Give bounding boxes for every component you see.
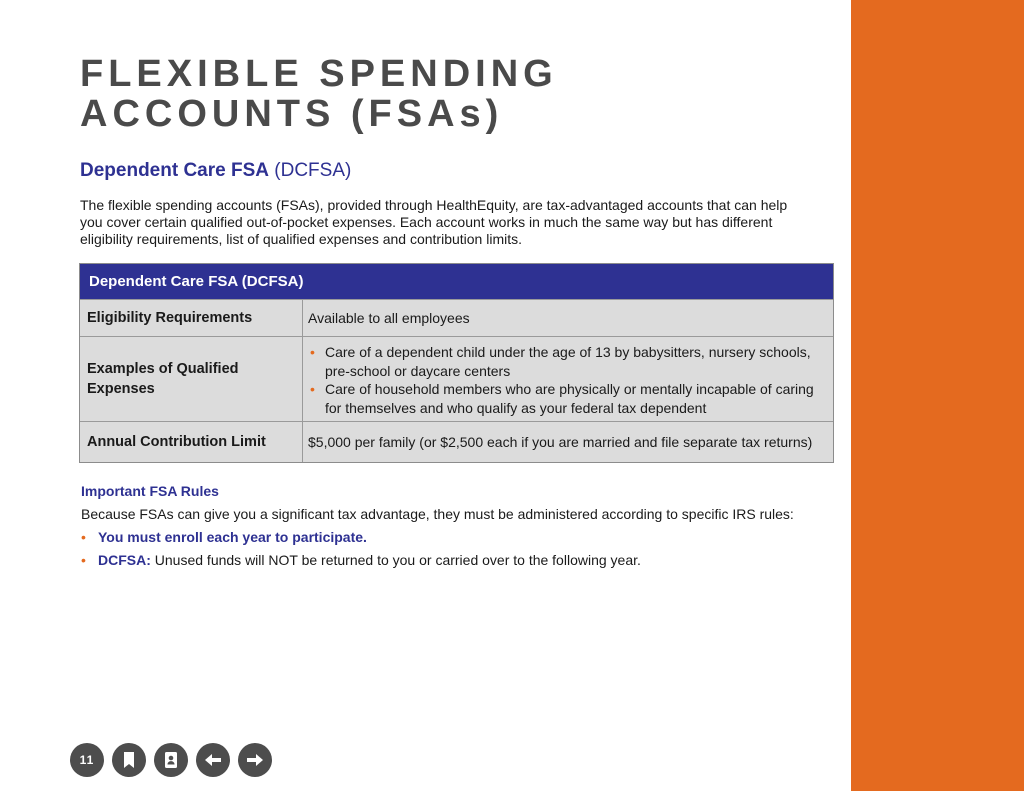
previous-page-button[interactable] — [196, 743, 230, 777]
row-value: Available to all employees — [308, 310, 470, 326]
next-page-button[interactable] — [238, 743, 272, 777]
row-label: Annual Contribution Limit — [80, 422, 303, 462]
row-value: $5,000 per family (or $2,500 each if you are married and file separate tax returns) — [308, 434, 813, 450]
arrow-left-icon — [204, 753, 222, 767]
table-row — [80, 299, 833, 336]
rules-list — [81, 528, 821, 569]
rules-title: Important FSA Rules — [81, 483, 219, 499]
expense-bullet-list — [308, 343, 833, 417]
row-label: Examples of Qualified Expenses — [80, 337, 303, 421]
page-number-button[interactable]: 11 — [70, 743, 104, 777]
section-heading-strong: Dependent Care FSA — [80, 160, 269, 181]
table-row — [80, 421, 833, 462]
rule-text: Unused funds will NOT be returned to you or carried over to the following year. — [150, 552, 641, 568]
page-navigation — [70, 743, 272, 777]
list-item: • Care of household members who are physically or mentally incapable of caring for themselves and who qualify as your federal tax dependent — [308, 380, 833, 417]
list-item: • Care of a dependent child under the age of 13 by babysitters, nursery schools, pre-school or daycare centers — [308, 343, 833, 380]
row-label: Eligibility Requirements — [80, 300, 303, 336]
rule-emphasis: DCFSA: — [98, 552, 151, 568]
page-title-line-1: FLEXIBLE SPENDING — [80, 53, 558, 95]
arrow-right-icon — [246, 753, 264, 767]
intro-paragraph: The flexible spending accounts (FSAs), provided through HealthEquity, are tax-advantaged accounts that can help you cover certain qualified out-of-pocket expenses. Each account works in much the same way but has different eligibility requirements, list of qualified expenses and contribution limits. — [80, 197, 788, 247]
orange-sidebar — [851, 0, 1024, 791]
section-heading — [80, 160, 351, 182]
row-value — [303, 337, 833, 421]
page-title-line-2: ACCOUNTS (FSAs) — [80, 93, 504, 135]
contacts-icon — [163, 751, 179, 769]
bookmark-icon — [122, 751, 136, 769]
list-item — [81, 551, 821, 569]
section-heading-suffix: (DCFSA) — [274, 160, 352, 181]
list-item — [81, 528, 821, 546]
bookmark-button[interactable] — [112, 743, 146, 777]
rule-emphasis: You must enroll each year to participate. — [98, 529, 367, 545]
dcfsa-table — [79, 263, 834, 463]
table-row — [80, 336, 833, 421]
contacts-button[interactable] — [154, 743, 188, 777]
fsa-rules-section — [81, 482, 821, 574]
page-title — [80, 54, 720, 134]
rules-intro: Because FSAs can give you a significant tax advantage, they must be administered according to specific IRS rules: — [81, 506, 794, 522]
table-header: Dependent Care FSA (DCFSA) — [80, 264, 833, 299]
